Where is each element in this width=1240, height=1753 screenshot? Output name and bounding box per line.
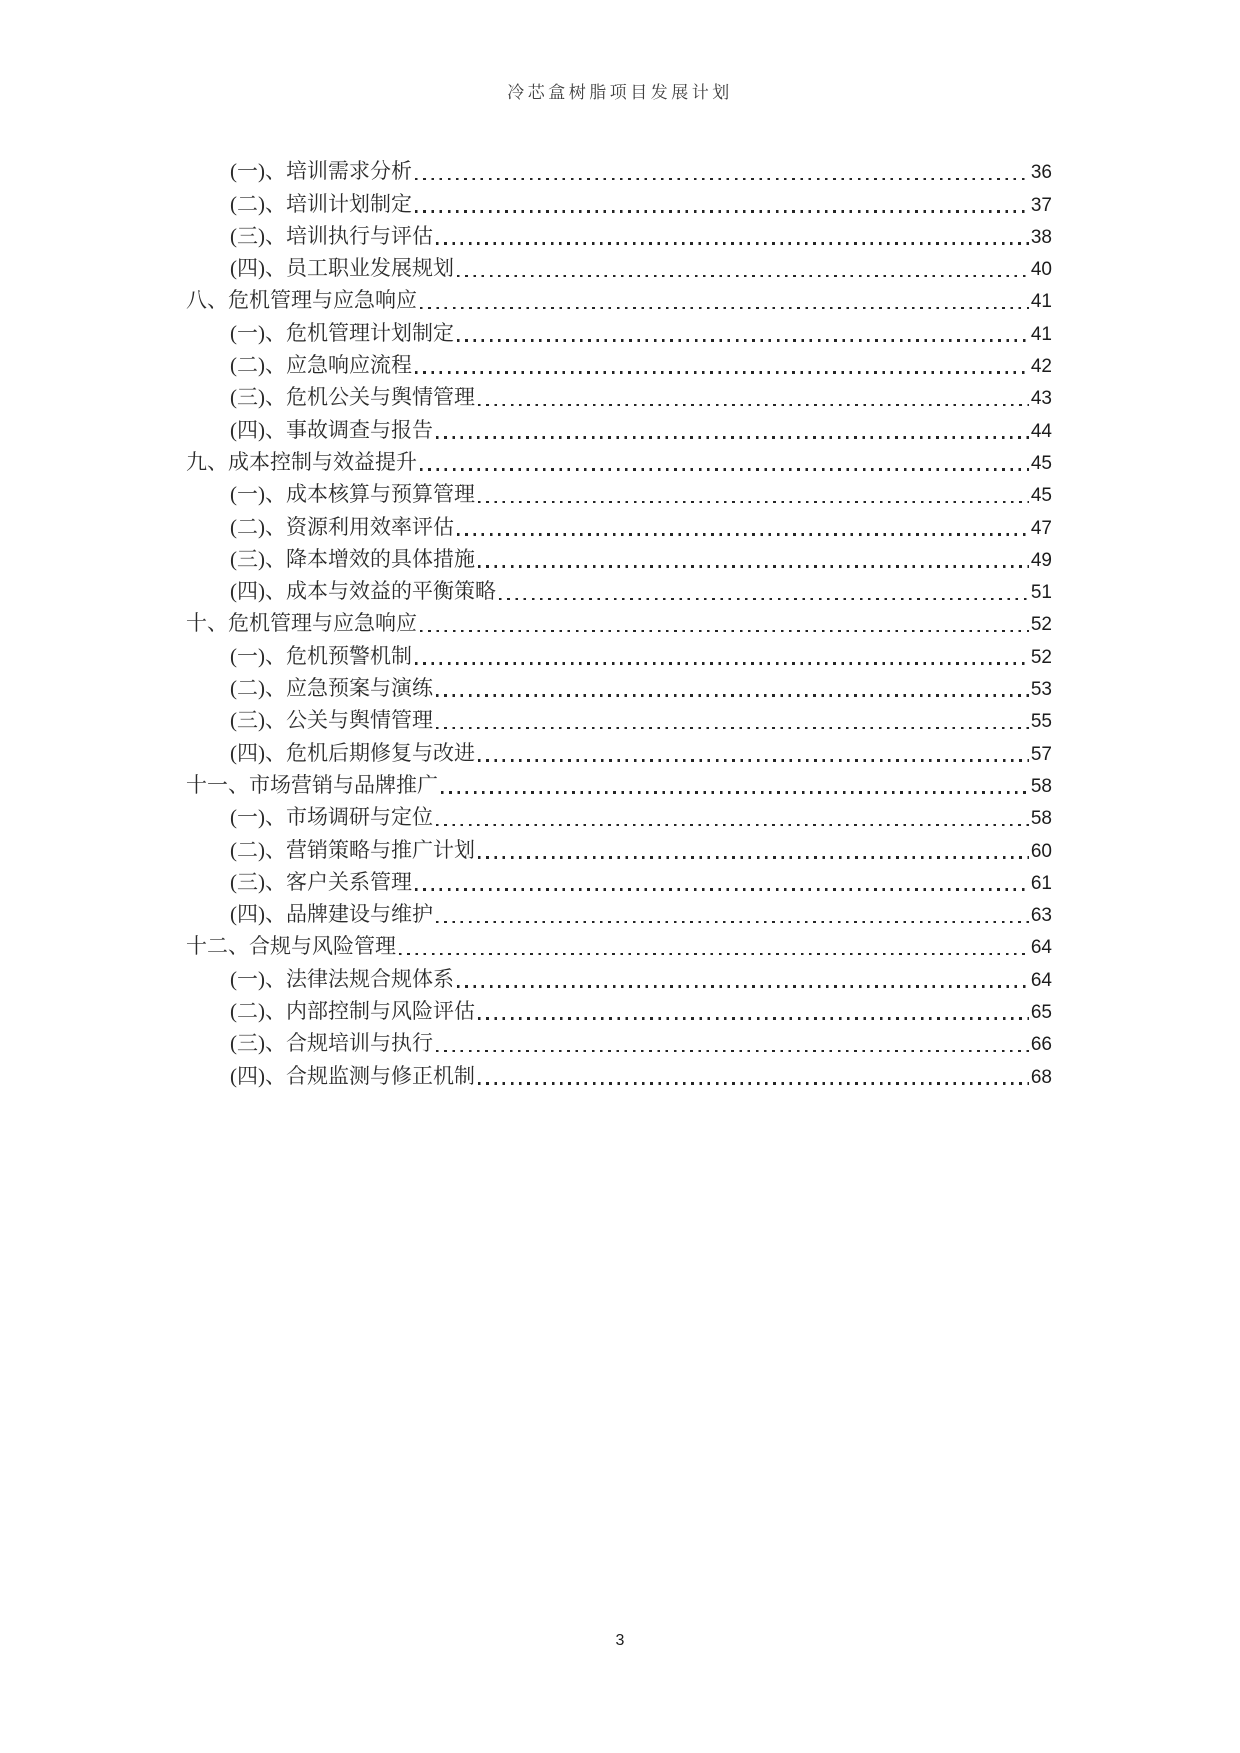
dot-leader [457,533,1029,536]
toc-entry-page: 52 [1030,614,1052,636]
toc-entry-label: (二)、应急响应流程 [230,353,412,378]
toc-entry[interactable] [186,1059,1052,1091]
toc-entry-label: (一)、危机管理计划制定 [230,320,454,345]
toc-entry-label: (一)、成本核算与预算管理 [230,482,475,507]
toc-entry[interactable] [186,607,1052,639]
toc-entry-page: 52 [1030,646,1052,668]
toc-entry[interactable] [186,220,1052,252]
toc-entry-page: 68 [1030,1066,1052,1088]
toc-entry[interactable] [186,930,1052,962]
toc-entry-label: 十、危机管理与应急响应 [186,611,417,636]
toc-entry[interactable] [186,155,1052,187]
dot-leader [478,565,1029,568]
dot-leader [436,727,1029,730]
toc-entry-label: (四)、成本与效益的平衡策略 [230,579,496,604]
toc-entry-page: 42 [1030,356,1052,378]
toc-entry-page: 61 [1030,872,1052,894]
toc-entry[interactable] [186,252,1052,284]
dot-leader [436,824,1029,827]
dot-leader [415,371,1029,374]
toc-entry-page: 44 [1030,420,1052,442]
dot-leader [415,210,1029,213]
toc-entry-label: 八、危机管理与应急响应 [186,288,417,313]
toc-entry-page: 53 [1030,679,1052,701]
toc-entry-page: 49 [1030,549,1052,571]
toc-entry-label: (四)、危机后期修复与改进 [230,740,475,765]
toc-entry-page: 65 [1030,1002,1052,1024]
toc-entry-label: (三)、危机公关与舆情管理 [230,385,475,410]
toc-entry-page: 45 [1030,452,1052,474]
toc-entry-page: 47 [1030,517,1052,539]
toc-entry-page: 41 [1030,323,1052,345]
toc-entry-label: 十一、市场营销与品牌推广 [186,772,438,797]
dot-leader [457,275,1029,278]
dot-leader [420,630,1029,633]
toc-entry[interactable] [186,962,1052,994]
dot-leader [457,339,1029,342]
toc-entry[interactable] [186,478,1052,510]
toc-entry[interactable] [186,704,1052,736]
toc-entry-page: 41 [1030,291,1052,313]
toc-entry[interactable] [186,736,1052,768]
document-header-title: 冷芯盒树脂项目发展计划 [507,83,733,102]
dot-leader [415,888,1029,891]
toc-entry[interactable] [186,446,1052,478]
toc-entry-page: 64 [1030,969,1052,991]
toc-entry-label: (三)、客户关系管理 [230,869,412,894]
toc-entry[interactable] [186,1027,1052,1059]
toc-entry-page: 64 [1030,937,1052,959]
dot-leader [420,307,1029,310]
toc-entry-label: (四)、员工职业发展规划 [230,256,454,281]
toc-entry[interactable] [186,801,1052,833]
dot-leader [478,759,1029,762]
toc-entry[interactable] [186,349,1052,381]
toc-entry-label: (二)、培训计划制定 [230,191,412,216]
toc-entry-label: (四)、品牌建设与维护 [230,902,433,927]
toc-entry-label: (三)、合规培训与执行 [230,1031,433,1056]
dot-leader [441,791,1029,794]
dot-leader [478,404,1029,407]
toc-entry-label: (二)、内部控制与风险评估 [230,999,475,1024]
dot-leader [457,985,1029,988]
toc-entry-label: (一)、培训需求分析 [230,159,412,184]
toc-entry-label: 十二、合规与风险管理 [186,934,396,959]
dot-leader [499,598,1029,601]
toc-entry-label: (三)、公关与舆情管理 [230,708,433,733]
toc-entry-page: 36 [1030,162,1052,184]
dot-leader [478,1017,1029,1020]
toc-entry-label: 九、成本控制与效益提升 [186,449,417,474]
toc-entry[interactable] [186,284,1052,316]
toc-entry-page: 58 [1030,775,1052,797]
toc-entry-label: (四)、事故调查与报告 [230,417,433,442]
dot-leader [478,501,1029,504]
toc-entry-label: (一)、法律法规合规体系 [230,966,454,991]
toc-entry-page: 43 [1030,388,1052,410]
toc-entry-label: (三)、降本增效的具体措施 [230,546,475,571]
table-of-contents [186,155,1052,1092]
toc-entry-page: 63 [1030,905,1052,927]
toc-entry-label: (一)、市场调研与定位 [230,805,433,830]
toc-entry[interactable] [186,995,1052,1027]
toc-entry-page: 38 [1030,226,1052,248]
toc-entry-page: 51 [1030,582,1052,604]
dot-leader [399,953,1029,956]
toc-entry-page: 58 [1030,808,1052,830]
toc-entry[interactable] [186,381,1052,413]
toc-entry[interactable] [186,672,1052,704]
toc-entry[interactable] [186,413,1052,445]
toc-entry-label: (四)、合规监测与修正机制 [230,1063,475,1088]
dot-leader [436,436,1029,439]
toc-entry-label: (二)、应急预案与演练 [230,676,433,701]
dot-leader [415,662,1029,665]
toc-entry-page: 60 [1030,840,1052,862]
dot-leader [478,856,1029,859]
toc-entry[interactable] [186,866,1052,898]
toc-entry[interactable] [186,543,1052,575]
toc-entry-page: 66 [1030,1034,1052,1056]
dot-leader [415,178,1029,181]
footer-page-number: 3 [615,1632,625,1649]
toc-entry[interactable] [186,898,1052,930]
dot-leader [436,694,1029,697]
dot-leader [420,468,1029,471]
toc-entry[interactable] [186,510,1052,542]
dot-leader [436,242,1029,245]
dot-leader [478,1082,1029,1085]
toc-entry[interactable] [186,187,1052,219]
toc-entry-label: (三)、培训执行与评估 [230,223,433,248]
toc-entry-page: 45 [1030,485,1052,507]
toc-entry[interactable] [186,639,1052,671]
toc-entry[interactable] [186,769,1052,801]
toc-entry-label: (二)、资源利用效率评估 [230,514,454,539]
dot-leader [436,1050,1029,1053]
toc-entry[interactable] [186,316,1052,348]
toc-entry-page: 40 [1030,259,1052,281]
dot-leader [436,921,1029,924]
toc-entry-page: 37 [1030,194,1052,216]
toc-entry-label: (一)、危机预警机制 [230,643,412,668]
toc-entry[interactable] [186,833,1052,865]
toc-entry-label: (二)、营销策略与推广计划 [230,837,475,862]
toc-entry-page: 55 [1030,711,1052,733]
toc-entry-page: 57 [1030,743,1052,765]
toc-entry[interactable] [186,575,1052,607]
